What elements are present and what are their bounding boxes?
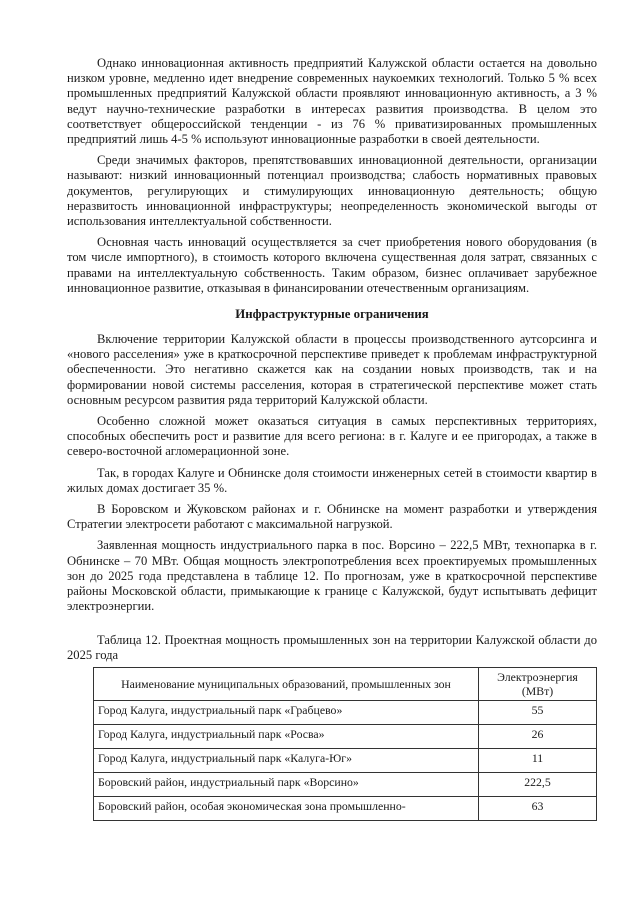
- paragraph: Среди значимых факторов, препятствовавших инновационной деятельности, организации называют: низкий инновационный потенциал производства; слабость нормативных правовых документов, регулирующих и стимулирующих инновационную деятельность; общую неразвитость инновационной инфраструктуры; неопределенность экономической выгоды от использования интеллектуальной собственности.: [67, 153, 597, 229]
- paragraph: Основная часть инноваций осуществляется за счет приобретения нового оборудования (в том числе импортного), в стоимость которого включена существенная доля затрат, связанных с правами на интеллектуальную собственность. Таким образом, бизнес оплачивает зарубежное инновационное развитие, отказывая в финансировании отечественным организациям.: [67, 235, 597, 295]
- table-cell-value: 26: [479, 724, 597, 748]
- table-cell-name: Город Калуга, индустриальный парк «Росва»: [94, 724, 479, 748]
- document-page: [67, 56, 597, 821]
- paragraph: Так, в городах Калуге и Обнинске доля стоимости инженерных сетей в стоимости квартир в жилых домах достигает 35 %.: [67, 465, 597, 495]
- table-row: [94, 796, 597, 820]
- paragraph: Включение территории Калужской области в процессы производственного аутсорсинга и «нового расселения» уже в краткосрочной перспективе приведет к проблемам инфраструктурной обеспеченности. Это негативно скажется как на создании новых производств, так и на формировании новой системы расселения, которая в стратегической перспективе может стать основным ресурсом развития ряда территорий Калужской области.: [67, 332, 597, 407]
- power-table: [93, 667, 597, 821]
- table-cell-name: Город Калуга, индустриальный парк «Грабцево»: [94, 700, 479, 724]
- table-cell-value: 222,5: [479, 772, 597, 796]
- table-row: [94, 748, 597, 772]
- table-cell-value: 63: [479, 796, 597, 820]
- table-header-value: Электроэнергия (МВт): [479, 667, 597, 700]
- section-title: Инфраструктурные ограничения: [235, 307, 429, 322]
- paragraph: Заявленная мощность индустриального парка в пос. Ворсино – 222,5 МВт, технопарка в г. Обнинске – 70 МВт. Общая мощность электропотребления всех проектируемых промышленных зон до 2025 года представлена в таблице 12. По прогнозам, уже в краткосрочной перспективе районы Московской области, примыкающие к границе с Калужской, будут испытывать дефицит электроэнергии.: [67, 538, 597, 614]
- paragraph: Однако инновационная активность предприятий Калужской области остается на довольно низком уровне, медленно идет внедрение современных наукоемких технологий. Только 5 % всех промышленных предприятий Калужской области проявляют инновационную активность, а 3 % ведут научно-технические разработки в интересах развития производства. В целом это соответствует общероссийской тенденции - из 76 % приватизированных промышленных предприятий лишь 4-5 % используют инновационные разработки в своей деятельности.: [67, 56, 597, 147]
- table-cell-name: Город Калуга, индустриальный парк «Калуга-Юг»: [94, 748, 479, 772]
- table-caption: Таблица 12. Проектная мощность промышленных зон на территории Калужской области до 2025 года: [67, 632, 597, 662]
- table-header-row: [94, 667, 597, 700]
- paragraph: В Боровском и Жуковском районах и г. Обнинске на момент разработки и утверждения Стратегии электросети работают с максимальной нагрузкой.: [67, 502, 597, 532]
- table-cell-name: Боровский район, особая экономическая зона промышленно-: [94, 796, 479, 820]
- table-row: [94, 700, 597, 724]
- table-row: [94, 724, 597, 748]
- table-cell-name: Боровский район, индустриальный парк «Ворсино»: [94, 772, 479, 796]
- table-header-name: Наименование муниципальных образований, промышленных зон: [94, 667, 479, 700]
- table-row: [94, 772, 597, 796]
- paragraph: Особенно сложной может оказаться ситуация в самых перспективных территориях, способных обеспечить рост и развитие для всего региона: в г. Калуге и ее пригородах, а также в северо-восточной агломерационной зоне.: [67, 414, 597, 459]
- table-cell-value: 11: [479, 748, 597, 772]
- table-cell-value: 55: [479, 700, 597, 724]
